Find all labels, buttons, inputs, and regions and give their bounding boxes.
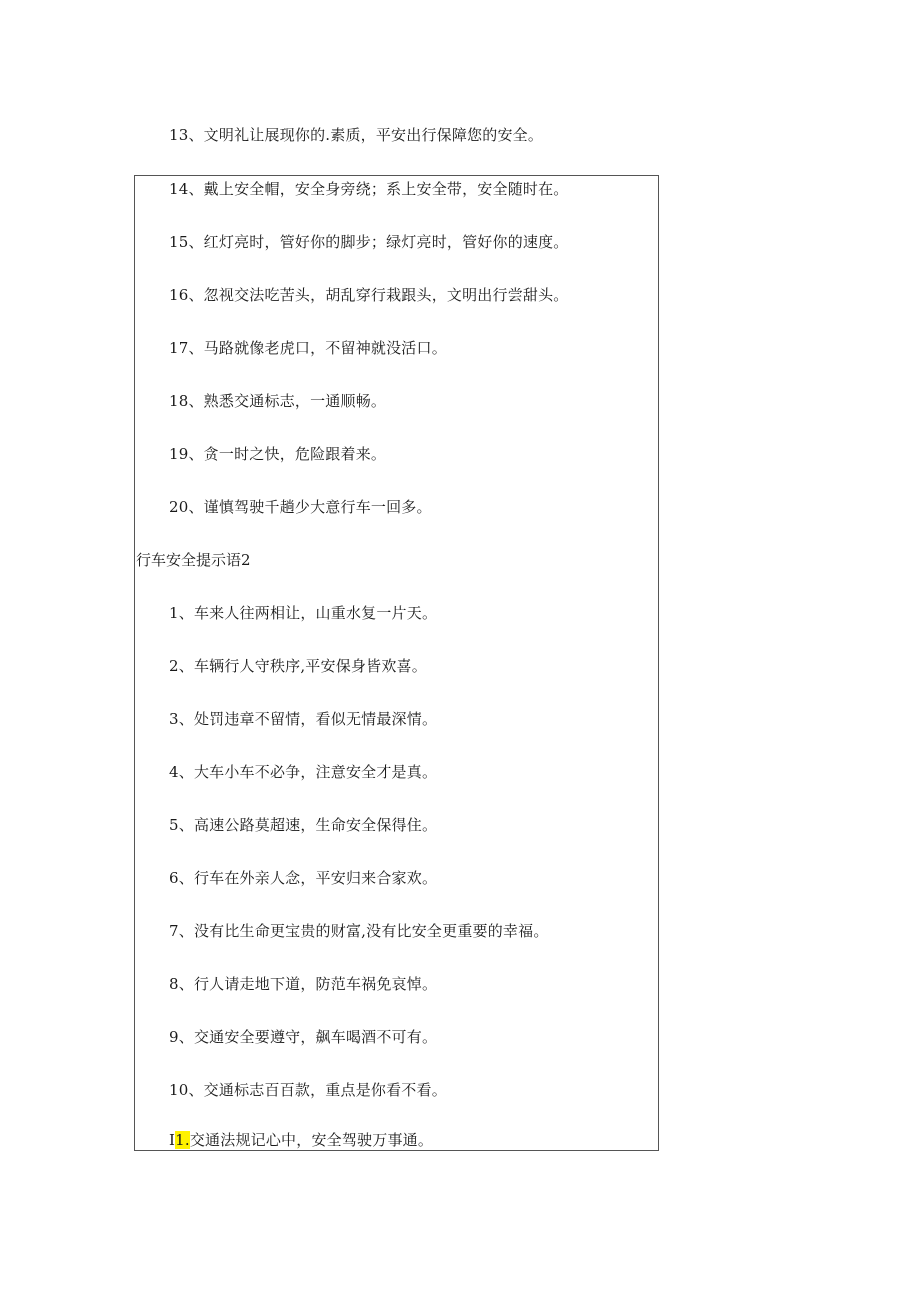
list-item: 18、熟悉交通标志，一通顺畅。	[169, 392, 387, 410]
list-item: 9、交通安全要遵守，飙车喝酒不可有。	[169, 1028, 438, 1046]
highlighted-number: 1.	[175, 1131, 190, 1149]
list-item: 14、戴上安全帽，安全身旁绕；系上安全带，安全随时在。	[169, 180, 569, 198]
list-item: 3、处罚违章不留情，看似无情最深情。	[169, 710, 438, 728]
item-text: 交通法规记心中，安全驾驶万事通。	[189, 1131, 434, 1149]
list-item: 17、马路就像老虎口，不留神就没活口。	[169, 339, 447, 357]
list-item: 20、谨慎驾驶千趟少大意行车一回多。	[169, 498, 432, 516]
item-prefix: I	[169, 1131, 176, 1149]
list-item: 13、文明礼让展现你的.素质，平安出行保障您的安全。	[169, 126, 544, 144]
list-item: 19、贪一时之快，危险跟着来。	[169, 445, 387, 463]
list-item-last	[169, 1130, 433, 1150]
section-heading: 行车安全提示语2	[136, 551, 251, 569]
list-item: 2、车辆行人守秩序,平安保身皆欢喜。	[169, 657, 427, 675]
list-item: 7、没有比生命更宝贵的财富,没有比安全更重要的幸福。	[169, 922, 549, 940]
list-item: 16、忽视交法吃苦头，胡乱穿行栽跟头，文明出行尝甜头。	[169, 286, 569, 304]
list-item: 8、行人请走地下道，防范车祸免哀悼。	[169, 975, 438, 993]
list-item: 15、红灯亮时，管好你的脚步；绿灯亮时，管好你的速度。	[169, 233, 569, 251]
list-item: 4、大车小车不必争，注意安全才是真。	[169, 763, 438, 781]
list-item: 6、行车在外亲人念，平安归来合家欢。	[169, 869, 438, 887]
list-item: 1、车来人往两相让，山重水复一片天。	[169, 604, 438, 622]
list-item: 5、高速公路莫超速，生命安全保得住。	[169, 816, 438, 834]
list-item: 10、交通标志百百款，重点是你看不看。	[169, 1081, 447, 1099]
